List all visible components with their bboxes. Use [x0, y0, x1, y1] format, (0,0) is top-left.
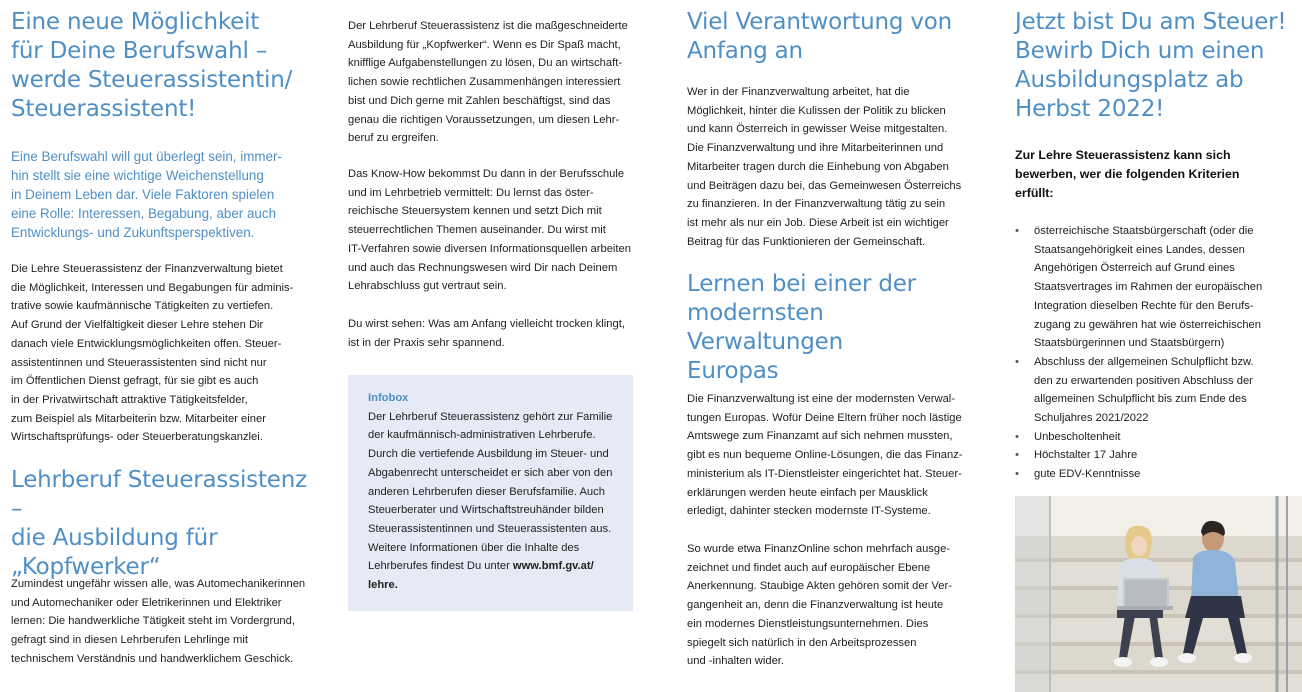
body-paragraph-praxis: Du wirst sehen: Was am Anfang vielleicht trocken klingt, ist in der Praxis sehr spannend. [348, 318, 625, 349]
requirements-title: Zur Lehre Steuerassistenz kann sich bewerben, wer die folgenden Kriterien erfüllt: [1015, 148, 1240, 200]
heading-neue-moeglichkeit: Eine neue Möglichkeit für Deine Berufswahl – werde Steuerassistentin/ Steuerassistent! [11, 9, 293, 122]
bmf-link[interactable]: www.bmf.gv.at/ [512, 560, 594, 573]
requirements-list [1015, 222, 1295, 484]
body-paragraph-modernste: Die Finanzverwaltung ist eine der modernsten Verwal- tungen Europas. Wofür Deine Eltern früher noch lästige Amtswege zum Finanzamt auf sich nehmen mussten, gibt es nun bequeme Online-Lösungen, die das Finanz- ministerium als IT-Dienstleister eingerichtet hat. Steuer- erklärungen werden heute einfach per Mausklick erledigt, dahinter stecken modernste IT-Systeme. [687, 393, 963, 518]
body-paragraph-knowhow: Das Know-How bekommst Du dann in der Berufsschule und im Lehrbetrieb vermittelt: Du lernst das öster- reichische Steuersystem kennen und setzt Dich mit steuerrechtlichen Themen auseinander. Du wirst mit IT-Verfahren sowie diversen Informationsquellen arbeiten und auch das Rechnungswesen wird Dir nach Deinem Lehrabschluss gut vertraut sein. [348, 168, 631, 293]
infobox [348, 375, 633, 611]
list-item: • österreichische Staatsbürgerschaft (oder die Staatsangehörigkeit eines Landes, dessen Angehörigen Österreich auf Grund eines Staatsvertrages im Rahmen der europäischen Integration dieselben Rechte für den Berufs- zugang zu gewähren hat wie österreichischen Staatsbürgerinnen und Staatsbürgern) [1015, 222, 1295, 353]
bmf-link-continued[interactable]: lehre. [368, 579, 398, 592]
body-paragraph-kopfwerker: Der Lehrberuf Steuerassistenz ist die maßgeschneiderte Ausbildung für „Kopfwerker“. Wenn es Dir Spaß macht, knifflige Aufgabenstellungen zu lösen, Du an wirtschaft- lichen sowie rechtlichen Zusammenhängen interessiert bist und Dich gerne mit Zahlen beschäftigst, sind das genau die richtigen Voraussetzungen, um diesen Lehr- beruf zu ergreifen. [348, 20, 628, 145]
body-paragraph-finanzverwaltung: Wer in der Finanzverwaltung arbeitet, hat die Möglichkeit, hinter die Kulissen der Politik zu blicken und kann Österreich in gewisser Weise mitgestalten. Die Finanzverwaltung und ihre Mitarbeiterinnen und Mitarbeiter tragen durch die Einhebung von Abgaben und Beiträgen dazu bei, das Gemeinwesen Österreichs zu finanzieren. In der Finanzverwaltung tätig zu sein ist mehr als nur ein Job. Diese Arbeit ist ein wichtiger Beitrag für das Funktionieren der Gemeinschaft. [687, 86, 962, 248]
list-item: • Abschluss der allgemeinen Schulpflicht bzw. den zu erwartenden positiven Abschluss der allgemeinen Schulpflicht bis zum Ende des Schuljahres 2021/2022 [1015, 353, 1295, 428]
students-illustration [1015, 496, 1302, 692]
list-item: • Höchstalter 17 Jahre [1015, 446, 1295, 465]
body-paragraph-finanzonline: So wurde etwa FinanzOnline schon mehrfach ausge- zeichnet und findet auch auf europäischer Ebene Anerkennung. Staubige Akten gehören somit der Ver- gangenheit an, denn die Finanzverwaltung ist heute ein modernes Dienstleistungsunternehmen. Dies spiegelt sich natürlich in den Arbeitsprozessen und -inhalten wider. [687, 543, 952, 668]
heading-modernste-verwaltung: Lernen bei einer der modernsten Verwaltungen Europas [687, 271, 916, 384]
list-item: • gute EDV-Kenntnisse [1015, 465, 1295, 484]
infobox-text: Der Lehrberuf Steuerassistenz gehört zur Familie der kaufmännisch-administrativen Lehrberufe. Durch die vertiefende Ausbildung im Steuer- und Abgabenrecht unterscheidet er sich aber von den anderen Lehrberufen dieser Berufsfamilie. Auch Steuerberater und Wirtschaftstreuhänder bilden Steuerassistentinnen und Steuerassistenten aus. Weitere Informationen über die Inhalte des Lehrberufes findest Du unter www.bmf.gv.at/ lehre. [368, 408, 623, 595]
body-paragraph-lehre: Die Lehre Steuerassistenz der Finanzverwaltung bietet die Möglichkeit, Interessen und Begabungen für adminis- trative sowie kaufmännische Tätigkeiten zu vertiefen. Auf Grund der Vielfältigkeit dieser Lehre stehen Dir danach viele Entwicklungsmöglichkeiten offen. Steuer- assistentinnen und Steuerassistenten sind nicht nur im Öffentlichen Dienst gefragt, für sie gibt es auch in der Privatwirtschaft attraktive Tätigkeitsfelder, zum Beispiel als Mitarbeiterin bzw. Mitarbeiter einer Wirtschaftsprüfungs- oder Steuerberatungskanzlei. [11, 263, 294, 444]
heading-verantwortung: Viel Verantwortung von Anfang an [687, 9, 952, 64]
heading-lehrberuf: Lehrberuf Steuerassistenz – die Ausbildung für „Kopfwerker“ [11, 467, 307, 580]
list-item: • Unbescholtenheit [1015, 428, 1295, 447]
body-paragraph-handwerk: Zumindest ungefähr wissen alle, was Automechanikerinnen und Automechaniker oder Eletrikerinnen und Elektriker lernen: Die handwerkliche Tätigkeit steht im Vordergrund, gefragt sind in diesen Lehrberufen Lehrlinge mit technischem Verständnis und handwerklichem Geschick. [11, 578, 306, 665]
lead-paragraph: Eine Berufswahl will gut überlegt sein, immer- hin stellt sie eine wichtige Weichenstellung in Deinem Leben dar. Viele Faktoren spielen eine Rolle: Interessen, Begabung, aber auch Entwicklungs- und Zukunftsperspektiven. [11, 149, 282, 240]
heading-bewerbung: Jetzt bist Du am Steuer! Bewirb Dich um einen Ausbildungsplatz ab Herbst 2022! [1015, 9, 1287, 122]
photo-students-on-stairs [1015, 496, 1302, 692]
infobox-title: Infobox [368, 392, 409, 404]
